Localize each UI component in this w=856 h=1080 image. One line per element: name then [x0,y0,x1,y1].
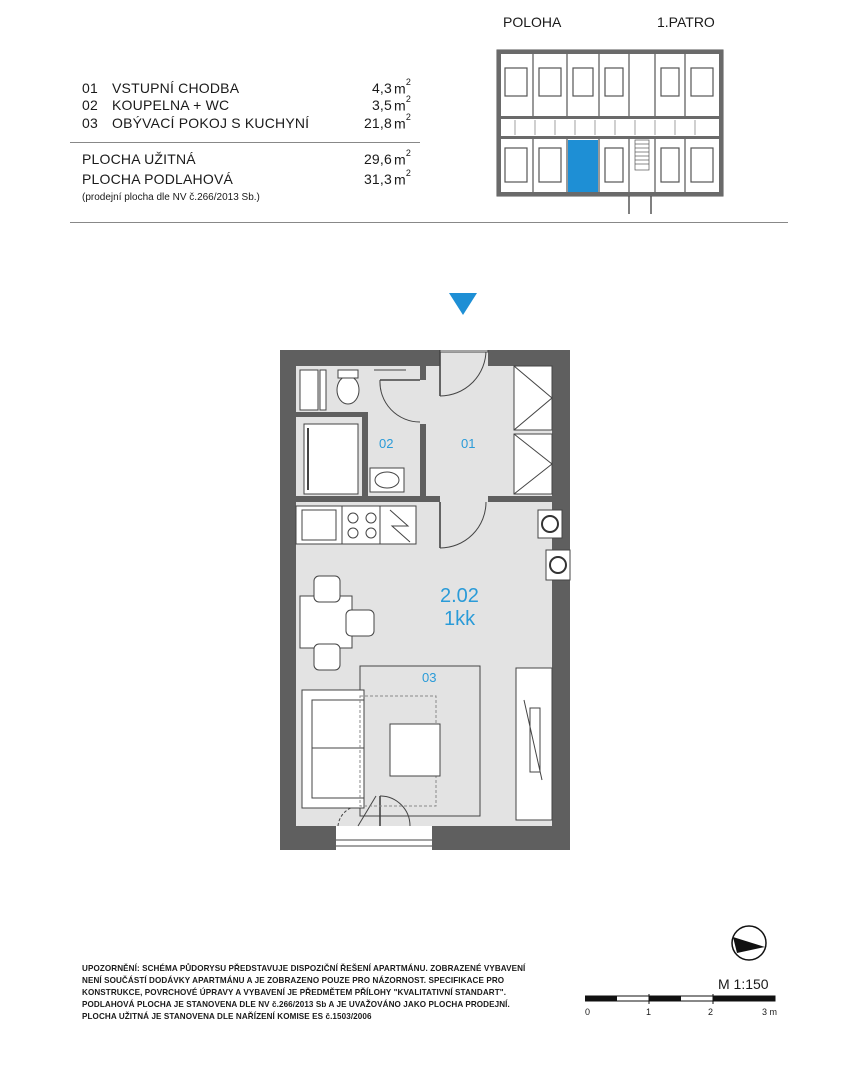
location-label: POLOHA [503,14,562,30]
floor-label: 1.PATRO [657,14,715,30]
room-name: KOUPELNA + WC [112,97,230,113]
summary-name: PLOCHA PODLAHOVÁ [82,171,234,187]
room-area-unit: $m^2$ [394,94,412,114]
floor-plan [280,350,572,860]
north-arrow-icon [729,923,769,963]
scale-tick: 1 [646,1007,652,1017]
room-name: VSTUPNÍ CHODBA [112,80,240,96]
room-area-unit: $m^2$ [394,77,412,97]
divider [70,142,420,143]
summary-area: 29,6 [363,151,392,167]
disclaimer-line: UPOZORNĚNÍ: SCHÉMA PŮDORYSU PŘEDSTAVUJE DISPOZIČNÍ ŘEŠENÍ APARTMÁNU. ZOBRAZENÉ VYBAVENÍ [82,964,526,973]
summary-note: (prodejní plocha dle NV č.266/2013 Sb.) [82,192,260,203]
summary-area: 31,3 [363,171,392,187]
room-area-unit: $m^2$ [394,112,412,132]
disclaimer-line: PODLAHOVÁ PLOCHA JE STANOVENA DLE NV č.266/2013 Sb A JE UVAŽOVÁNO JAKO PLOCHA PRODEJNÍ. [82,1000,510,1009]
key-plan [495,48,725,216]
disclaimer-line: PLOCHA UŽITNÁ JE STANOVENA DLE NAŘÍZENÍ KOMISE ES č.1503/2006 [82,1012,372,1021]
room-number: 03 [82,115,98,131]
summary-area-unit: $m^2$ [394,168,412,188]
scale-tick: 0 [585,1007,591,1017]
disclaimer-line: KONSTRUKCE, POVRCHOVÉ ÚPRAVY A VYBAVENÍ JE PŘEDMĚTEM PŘÍLOHY "KVALITATIVNÍ STANDART". [82,988,507,997]
room-label-02: 02 [379,436,394,451]
room-name: OBÝVACÍ POKOJ S KUCHYNÍ [112,115,310,131]
header-divider [70,222,788,223]
highlighted-unit [568,140,598,192]
disclaimer [82,963,582,1023]
disclaimer-line: NENÍ SOUČÁSTÍ DODÁVKY APARTMÁNU A JE ZOBRAZENO POUZE PRO NÁZORNOST. SPECIFIKACE PRO [82,976,505,985]
room-label-01: 01 [461,436,476,451]
room-label-03: 03 [422,670,437,685]
scale-label: M 1:150 [718,976,769,992]
room-area: 4,3 [371,80,392,96]
scale-tick: 3 m [762,1007,778,1017]
room-area: 21,8 [363,115,392,131]
unit-type: 1kk [444,608,476,630]
room-area: 3,5 [371,97,392,113]
summary-name: PLOCHA UŽITNÁ [82,151,196,167]
room-number: 02 [82,97,98,113]
room-number: 01 [82,80,98,96]
down-triangle-icon [448,292,478,316]
unit-code: 2.02 [440,585,479,607]
summary-area-unit: $m^2$ [394,148,412,168]
scale-bar [585,994,785,1006]
scale-tick: 2 [708,1007,714,1017]
